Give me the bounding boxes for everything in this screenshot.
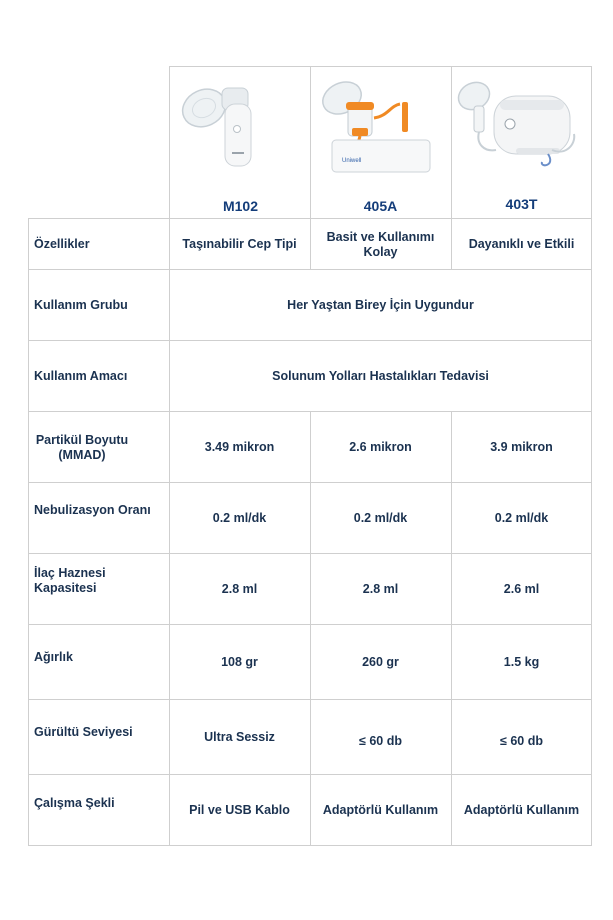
table-cell: ≤ 60 db: [500, 734, 543, 748]
table-cell-span: Solunum Yolları Hastalıkları Tedavisi: [272, 369, 489, 383]
403t-product-image: [456, 74, 582, 172]
row-label: Kullanım Grubu: [34, 298, 128, 312]
table-cell: 0.2 ml/dk: [494, 511, 549, 525]
table-cell: 3.49 mikron: [204, 440, 275, 454]
table-cell: 0.2 ml/dk: [212, 511, 267, 525]
table-border: [310, 66, 311, 218]
row-label-text: Partikül Boyutu (MMAD): [35, 432, 129, 462]
m102-product-image: [178, 74, 268, 174]
svg-text:Uniwell: Uniwell: [342, 158, 362, 164]
table-cell: 108 gr: [221, 655, 258, 669]
table-cell: 2.6 mikron: [349, 440, 412, 454]
row-label: Gürültü Seviyesi: [34, 724, 133, 739]
table-cell: Basit ve Kullanımı Kolay: [326, 229, 435, 259]
row-label: İlaç Haznesi Kapasitesi: [34, 566, 106, 595]
row-label: Ağırlık: [34, 649, 73, 664]
table-cell: 0.2 ml/dk: [353, 511, 408, 525]
row-label: [28, 412, 169, 483]
table-border: [310, 218, 311, 269]
table-cell: Adaptörlü Kullanım: [322, 803, 439, 817]
table-cell: Dayanıklı ve Etkili: [468, 237, 575, 251]
table-cell: Adaptörlü Kullanım: [463, 803, 580, 817]
table-cell: ≤ 60 db: [359, 734, 402, 748]
table-cell: 2.6 ml: [503, 582, 540, 596]
table-cell: 2.8 ml: [362, 582, 399, 596]
table-cell: Ultra Sessiz: [204, 730, 275, 744]
model-name: M102: [222, 198, 259, 214]
row-label: Kullanım Amacı: [34, 369, 128, 383]
table-cell: 3.9 mikron: [490, 440, 553, 454]
table-border: [169, 66, 592, 67]
table-cell: Taşınabilir Cep Tipi: [182, 237, 297, 251]
row-label: Çalışma Şekli: [34, 795, 115, 810]
table-cell: 260 gr: [362, 655, 399, 669]
model-name: 403T: [505, 196, 538, 212]
row-label: Nebulizasyon Oranı: [34, 502, 151, 517]
405a-product-image: [318, 76, 436, 180]
table-cell: 1.5 kg: [503, 655, 540, 669]
row-label: Özellikler: [34, 237, 90, 251]
table-cell-span: Her Yaştan Birey İçin Uygundur: [287, 298, 474, 312]
table-cell: Pil ve USB Kablo: [189, 803, 290, 817]
model-name: 405A: [363, 198, 398, 214]
table-cell: 2.8 ml: [221, 582, 258, 596]
